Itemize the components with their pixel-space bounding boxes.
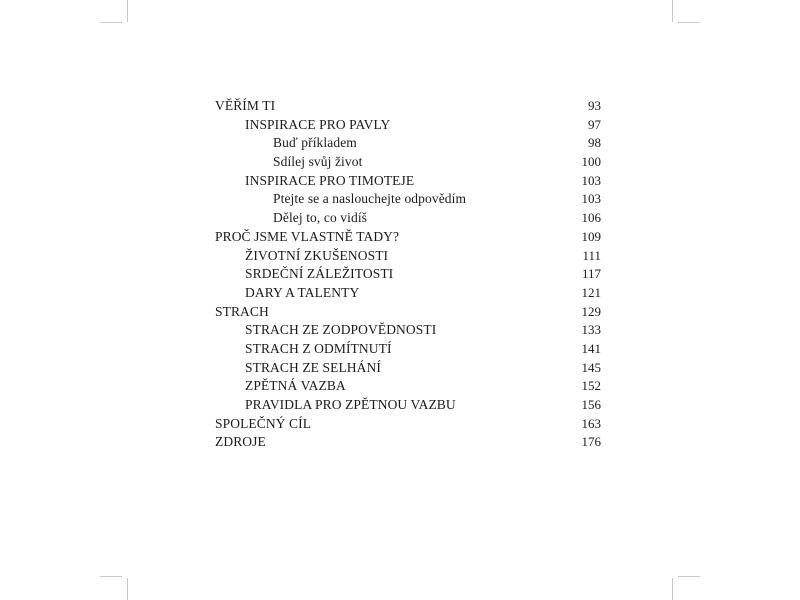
toc-entry-page-number: 156 bbox=[581, 397, 601, 412]
toc-entry-page-number: 129 bbox=[581, 303, 601, 319]
toc-entry[interactable] bbox=[215, 377, 601, 396]
toc-entry[interactable] bbox=[215, 228, 601, 247]
toc-entry[interactable] bbox=[215, 321, 601, 340]
toc-entry-title: Ptejte se a naslouchejte odpovědím bbox=[273, 191, 467, 207]
crop-mark-bottom-left-horizontal bbox=[100, 576, 122, 577]
crop-mark-bottom-left bbox=[127, 578, 128, 600]
toc-entry-title: SRDEČNÍ ZÁLEŽITOSTI bbox=[245, 266, 394, 282]
crop-mark-top-left bbox=[127, 0, 128, 22]
toc-entry[interactable] bbox=[215, 247, 601, 266]
toc-entry[interactable] bbox=[215, 415, 601, 434]
toc-entry[interactable] bbox=[215, 134, 601, 153]
toc-entry-page-number: 111 bbox=[582, 247, 601, 263]
toc-entry-title: STRACH ZE SELHÁNÍ bbox=[245, 359, 381, 375]
toc-entry-page-number: 97 bbox=[588, 116, 601, 132]
toc-entry-title: INSPIRACE PRO PAVLY bbox=[245, 116, 391, 132]
toc-entry-page-number: 141 bbox=[581, 340, 601, 356]
toc-entry-page-number: 152 bbox=[581, 378, 601, 394]
crop-mark-top-left-horizontal bbox=[100, 22, 122, 23]
toc-entry-title: Dělej to, co vidíš bbox=[273, 210, 368, 226]
toc-entry[interactable] bbox=[215, 190, 601, 209]
toc-entry-page-number: 117 bbox=[581, 266, 601, 282]
toc-entry-title: VĚŘÍM TI bbox=[215, 98, 276, 113]
toc-entry[interactable] bbox=[215, 209, 601, 228]
toc-entry-title: ZPĚTNÁ VAZBA bbox=[245, 378, 346, 394]
toc-entry[interactable] bbox=[215, 303, 601, 322]
toc-entry-page-number: 103 bbox=[581, 191, 601, 207]
toc-entry-page-number: 176 bbox=[581, 434, 601, 450]
toc-entry[interactable] bbox=[215, 172, 601, 191]
toc-entry-page-number: 100 bbox=[581, 154, 601, 170]
toc-entry-page-number: 163 bbox=[581, 415, 601, 431]
toc-entry-title: Sdílej svůj život bbox=[273, 154, 363, 170]
toc-entry-page-number: 145 bbox=[581, 359, 601, 375]
toc-entry-title: ZDROJE bbox=[215, 434, 266, 450]
toc-entry[interactable] bbox=[215, 97, 601, 116]
toc-entry-title: Buď příkladem bbox=[273, 135, 357, 151]
toc-entry-page-number: 103 bbox=[581, 172, 601, 188]
toc-entry-title: ŽIVOTNÍ ZKUŠENOSTI bbox=[245, 247, 389, 263]
toc-entry-title: PRAVIDLA PRO ZPĚTNOU VAZBU bbox=[245, 397, 456, 412]
crop-mark-top-right-horizontal bbox=[678, 22, 700, 23]
toc-entry-title: STRACH Z ODMÍTNUTÍ bbox=[245, 340, 392, 356]
toc-entry-title: PROČ JSME VLASTNĚ TADY? bbox=[215, 228, 400, 244]
toc-entry[interactable] bbox=[215, 265, 601, 284]
crop-mark-top-right bbox=[672, 0, 673, 22]
toc-entry-page-number: 109 bbox=[581, 228, 601, 244]
crop-mark-bottom-right bbox=[672, 578, 673, 600]
toc-entry[interactable] bbox=[215, 396, 601, 415]
toc-entry-title: STRACH ZE ZODPOVĚDNOSTI bbox=[245, 322, 437, 338]
toc-entry[interactable] bbox=[215, 153, 601, 172]
toc-entry-page-number: 133 bbox=[581, 322, 601, 338]
toc-entry[interactable] bbox=[215, 359, 601, 378]
toc-entry-title: DARY A TALENTY bbox=[245, 284, 360, 300]
toc-entry-title: SPOLEČNÝ CÍL bbox=[215, 415, 312, 431]
toc-entry-title: STRACH bbox=[215, 303, 269, 319]
crop-mark-bottom-right-horizontal bbox=[678, 576, 700, 577]
toc-entry[interactable] bbox=[215, 433, 601, 452]
toc-entry-page-number: 106 bbox=[581, 210, 601, 226]
toc-entry[interactable] bbox=[215, 284, 601, 303]
toc-entry[interactable] bbox=[215, 116, 601, 135]
toc-entry-page-number: 98 bbox=[588, 135, 601, 151]
toc-entry[interactable] bbox=[215, 340, 601, 359]
table-of-contents bbox=[215, 97, 601, 452]
toc-entry-page-number: 121 bbox=[581, 284, 601, 300]
toc-entry-title: INSPIRACE PRO TIMOTEJE bbox=[245, 172, 415, 188]
toc-entry-page-number: 93 bbox=[588, 98, 601, 113]
